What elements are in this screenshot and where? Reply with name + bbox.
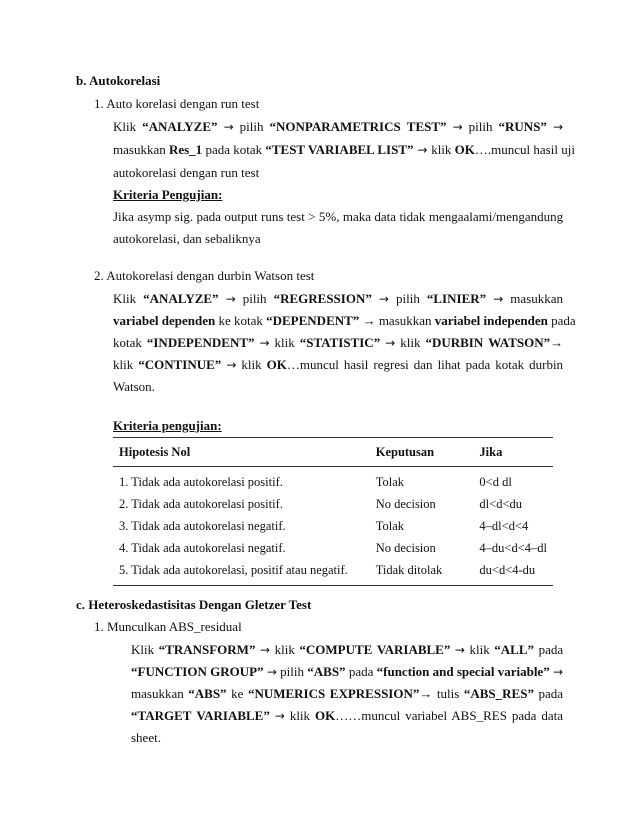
table-row <box>113 515 553 537</box>
item-b1-criteria-line1: Jika asymp sig. pada output runs test > 5%, maka data tidak mengaalami/mengandung <box>113 209 564 224</box>
item-b2-line4: klik “CONTINUE” → klik OK…muncul hasil regresi dan lihat pada kotak durbin <box>113 357 564 372</box>
arrow-right-icon: → <box>259 336 270 350</box>
table-cell: No decision <box>375 496 436 511</box>
arrow-right-icon: → <box>260 643 271 657</box>
table-cell: Tolak <box>375 518 405 533</box>
table-cell: 0<d dl <box>479 474 512 489</box>
arrow-right-icon: → <box>226 358 237 372</box>
table-row <box>113 559 553 586</box>
arrow-right-icon: → <box>552 665 564 679</box>
item-b2-line1: Klik “ANALYZE” → pilih “REGRESSION” → pilih “LINIER” → masukkan <box>113 291 564 306</box>
table-header: Jika <box>473 438 553 467</box>
table-cell: Tidak ditolak <box>370 559 474 586</box>
arrow-right-icon: → <box>274 709 285 723</box>
item-c1-line2: “FUNCTION GROUP” → pilih “ABS” pada “function and special variable” → <box>131 664 564 679</box>
table-header-row <box>113 438 553 467</box>
table-cell: 2. Tidak ada autokorelasi positif. <box>119 496 283 511</box>
table-cell: dl<d<du <box>479 496 522 511</box>
table-cell: 1. Tidak ada autokorelasi positif. <box>119 474 283 489</box>
table-cell: 3. Tidak ada autokorelasi negatif. <box>119 518 286 533</box>
item-b1-criteria-line2: autokorelasi, dan sebaliknya <box>113 231 261 246</box>
item-b2-line5: Watson. <box>113 379 155 394</box>
arrow-right-icon: → <box>493 292 504 306</box>
arrow-right-icon: → <box>378 292 389 306</box>
table-cell: 4–du<d<4–dl <box>479 540 547 555</box>
arrow-right-icon: → <box>454 643 465 657</box>
item-c1-line1: Klik “TRANSFORM” → klik “COMPUTE VARIABLE” → klik “ALL” pada <box>131 642 564 657</box>
item-b1-title: 1. Auto korelasi dengan run test <box>94 96 260 111</box>
item-b2-line2: variabel dependen ke kotak “DEPENDENT” → masukkan variabel independen pada <box>113 313 576 328</box>
table-cell: No decision <box>375 540 436 555</box>
item-b2-line3: kotak “INDEPENDENT” → klik “STATISTIC” → klik “DURBIN WATSON”→ <box>113 335 564 350</box>
section-b-heading: b. Autokorelasi <box>76 73 161 88</box>
item-c1-line5: sheet. <box>131 730 161 745</box>
table-row <box>113 537 553 559</box>
arrow-right-icon: → <box>225 292 236 306</box>
item-b1-line3: autokorelasi dengan run test <box>113 165 260 180</box>
section-c-heading: c. Heteroskedastisitas Dengan Gletzer Test <box>76 597 312 612</box>
item-b1-line1: Klik “ANALYZE” → pilih “NONPARAMETRICS TEST” → pilih “RUNS” → <box>113 119 564 134</box>
item-b2-title: 2. Autokorelasi dengan durbin Watson test <box>94 268 315 283</box>
arrow-right-icon: → <box>385 336 396 350</box>
durbin-watson-criteria-table <box>113 437 553 586</box>
arrow-right-icon: → <box>552 120 564 134</box>
arrow-right-icon: → <box>223 120 234 134</box>
arrow-right-icon: → <box>413 143 432 157</box>
item-b2-criteria-title: Kriteria pengujian: <box>113 418 222 433</box>
table-cell: du<d<4-du <box>473 559 553 586</box>
table-header: Hipotesis Nol <box>113 438 370 467</box>
arrow-right-icon: → <box>452 120 463 134</box>
item-b1-line2: masukkan Res_1 pada kotak “TEST VARIABEL LIST” → klik OK….muncul hasil uji <box>113 142 575 157</box>
item-c1-line3: masukkan “ABS” ke “NUMERICS EXPRESSION”→ tulis “ABS_RES” pada <box>131 686 564 701</box>
table-row <box>113 467 553 494</box>
table-row <box>113 493 553 515</box>
arrow-right-icon: → <box>266 665 277 679</box>
item-c1-title: 1. Munculkan ABS_residual <box>94 619 242 634</box>
item-c1-line4: “TARGET VARIABLE” → klik OK……muncul variabel ABS_RES pada data <box>131 708 564 723</box>
table-header: Keputusan <box>370 438 474 467</box>
table-cell: 4–dl<d<4 <box>479 518 529 533</box>
table-cell: 5. Tidak ada autokorelasi, positif atau negatif. <box>113 559 370 586</box>
table-cell: Tolak <box>375 474 405 489</box>
item-b1-criteria-title: Kriteria Pengujian: <box>113 187 223 202</box>
table-cell: 4. Tidak ada autokorelasi negatif. <box>119 540 286 555</box>
